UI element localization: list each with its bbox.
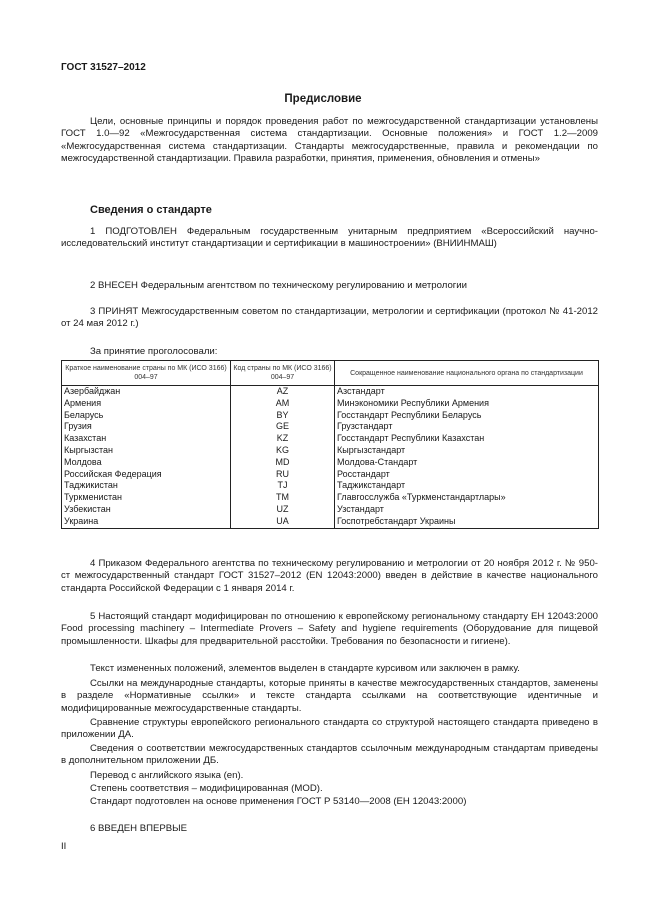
item-1: 1 ПОДГОТОВЛЕН Федеральным государственным унитарным предприятием «Всероссийский научно-исследовательский институт стандартизации и сертификации в машиностроении» (ВНИИНМАШ) [61, 226, 598, 250]
body-cell: Госпотребстандарт Украины [335, 516, 599, 528]
body-cell: Таджикстандарт [335, 480, 599, 492]
country-cell: Грузия [62, 421, 231, 433]
code-cell: KZ [231, 433, 335, 445]
code-cell: AZ [231, 386, 335, 398]
code-cell: TJ [231, 480, 335, 492]
body-cell: Узстандарт [335, 504, 599, 516]
header-country: Краткое наименование страны по МК (ИСО 3166) 004–97 [62, 361, 231, 386]
country-cell: Таджикистан [62, 480, 231, 492]
body-cell: Госстандарт Республики Казахстан [335, 433, 599, 445]
structure-comparison-note: Сравнение структуры европейского регионального стандарта со структурой настоящего стандарта приведено в приложении ДА. [61, 717, 598, 741]
table-row [62, 492, 599, 504]
code-cell: KG [231, 445, 335, 457]
country-cell: Узбекистан [62, 504, 231, 516]
country-cell: Казахстан [62, 433, 231, 445]
correspondence-note: Сведения о соответствии межгосударственных стандартов ссылочным международным стандартам приведены в дополнительном приложении ДБ. [61, 743, 598, 767]
table-row [62, 445, 599, 457]
references-note: Ссылки на международные стандарты, которые приняты в качестве межгосударственных стандартов, заменены в разделе «Нормативные ссылки» и тексте стандарта ссылками на соответствующие идентичные и модифицированные межгосударственные стандарты. [61, 678, 598, 714]
country-cell: Туркменистан [62, 492, 231, 504]
country-cell: Молдова [62, 457, 231, 469]
preface-title: Предисловие [284, 93, 362, 105]
header-body: Сокращенное наименование национального органа по стандартизации [335, 361, 599, 386]
vote-table [61, 360, 599, 529]
degree-note: Степень соответствия – модифицированная (MOD). [90, 783, 323, 794]
code-cell: BY [231, 410, 335, 422]
country-cell: Российская Федерация [62, 469, 231, 481]
standard-code-header: ГОСТ 31527–2012 [61, 62, 146, 73]
code-cell: UZ [231, 504, 335, 516]
standard-info-title: Сведения о стандарте [90, 204, 212, 216]
body-cell: Азстандарт [335, 386, 599, 398]
page-number: II [61, 841, 67, 852]
item-3: 3 ПРИНЯТ Межгосударственным советом по стандартизации, метрологии и сертификации (протокол № 41-2012 от 24 мая 2012 г.) [61, 306, 598, 330]
table-row [62, 457, 599, 469]
header-code: Код страны по МК (ИСО 3166) 004–97 [231, 361, 335, 386]
table-row [62, 480, 599, 492]
code-cell: UA [231, 516, 335, 528]
body-cell: Грузстандарт [335, 421, 599, 433]
changed-text-note: Текст измененных положений, элементов выделен в стандарте курсивом или заключен в рамку. [90, 663, 520, 674]
country-cell: Кыргызстан [62, 445, 231, 457]
item-5: 5 Настоящий стандарт модифицирован по отношению к европейскому региональному стандарту ЕН 12043:2000 Food processing machinery – Intermediate Provers – Safety and hygiene requirements (Оборудование для пищевой промышленности. Шкафы для предварительной расстойки. Требования по безопасности и гигиене). [61, 611, 598, 647]
country-cell: Армения [62, 398, 231, 410]
item-4: 4 Приказом Федерального агентства по техническому регулированию и метрологии от 20 ноября 2012 г. № 950-ст межгосударственный стандарт ГОСТ 31527–2012 (EN 12043:2000) введен в действие в качестве национального стандарта Российской Федерации с 1 января 2014 г. [61, 558, 598, 594]
preface-text: Цели, основные принципы и порядок проведения работ по межгосударственной стандартизации установлены ГОСТ 1.0—92 «Межгосударственная система стандартизации. Основные положения» и ГОСТ 1.2—2009 «Межгосударственная система стандартизации. Стандарты межгосударственные, правила и рекомендации по межгосударственной стандартизации. Правила разработки, принятия, применения, обновления и отмены» [61, 116, 598, 165]
body-cell: Минэкономики Республики Армения [335, 398, 599, 410]
body-cell: Главгосслужба «Туркменстандартлары» [335, 492, 599, 504]
body-cell: Кыргызстандарт [335, 445, 599, 457]
country-cell: Азербайджан [62, 386, 231, 398]
code-cell: MD [231, 457, 335, 469]
country-cell: Беларусь [62, 410, 231, 422]
table-row [62, 410, 599, 422]
vote-caption: За принятие проголосовали: [90, 346, 218, 357]
table-row [62, 433, 599, 445]
basis-note: Стандарт подготовлен на основе применения ГОСТ Р 53140—2008 (ЕН 12043:2000) [90, 796, 467, 807]
code-cell: GE [231, 421, 335, 433]
table-row [62, 386, 599, 398]
translation-note: Перевод с английского языка (en). [90, 770, 244, 781]
table-row [62, 469, 599, 481]
body-cell: Молдова-Стандарт [335, 457, 599, 469]
table-row [62, 504, 599, 516]
body-cell: Госстандарт Республики Беларусь [335, 410, 599, 422]
item-2: 2 ВНЕСЕН Федеральным агентством по техническому регулированию и метрологии [90, 280, 468, 291]
body-cell: Росстандарт [335, 469, 599, 481]
country-cell: Украина [62, 516, 231, 528]
vote-table-header [62, 361, 599, 386]
table-row [62, 421, 599, 433]
code-cell: RU [231, 469, 335, 481]
table-row [62, 398, 599, 410]
code-cell: TM [231, 492, 335, 504]
code-cell: AM [231, 398, 335, 410]
item-6: 6 ВВЕДЕН ВПЕРВЫЕ [90, 823, 188, 834]
table-row [62, 516, 599, 528]
